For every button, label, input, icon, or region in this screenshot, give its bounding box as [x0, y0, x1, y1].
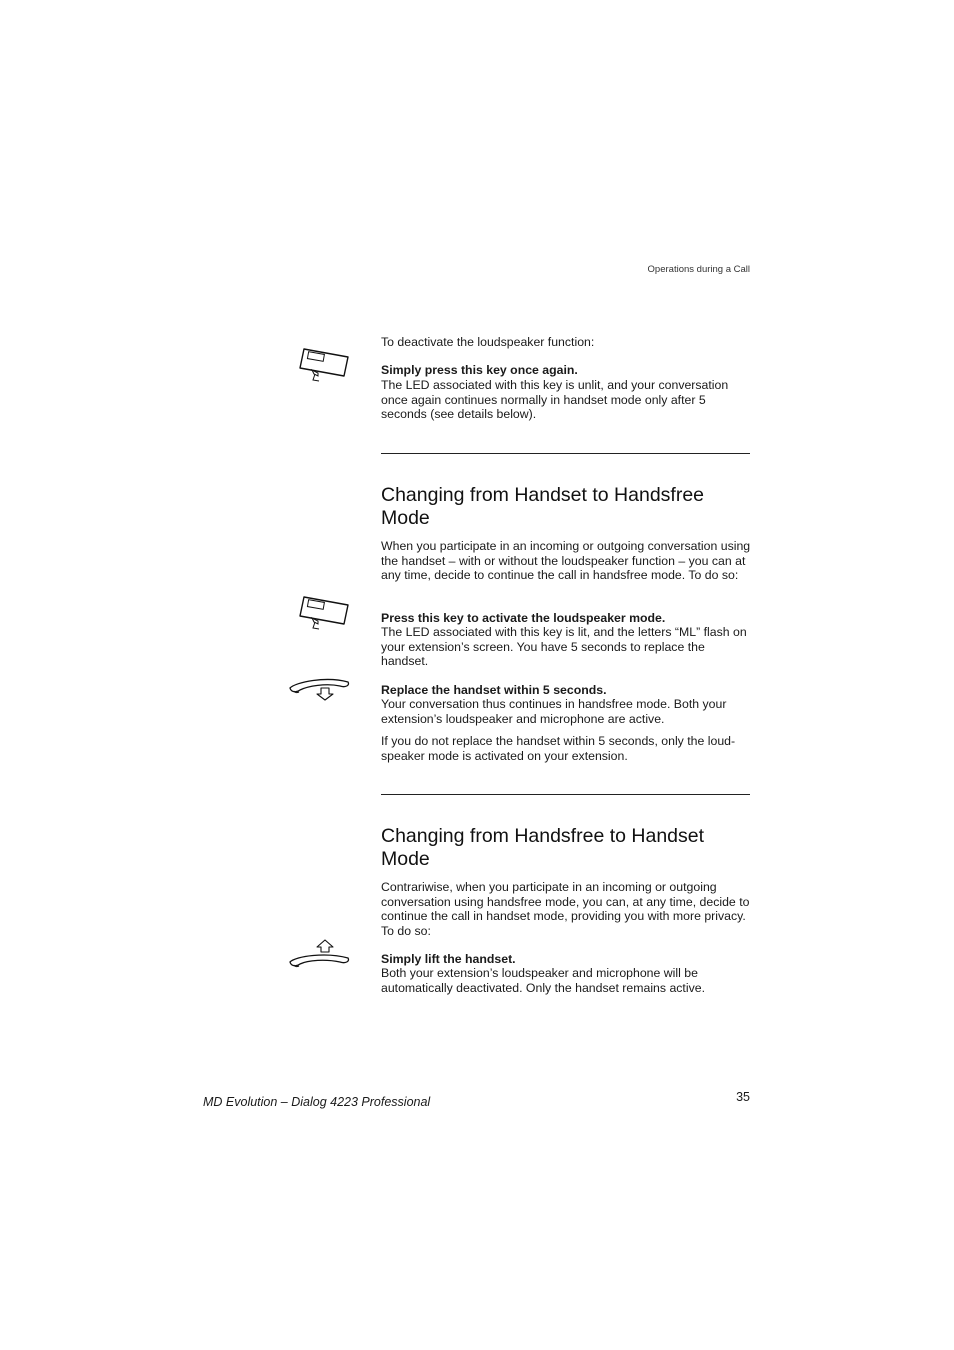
section2-title: Changing from Handsfree to Handset Mode: [381, 825, 705, 870]
footer-product: MD Evolution – Dialog 4223 Professional: [203, 1095, 431, 1109]
page-number: 35: [736, 1090, 750, 1104]
section-divider: [381, 453, 750, 454]
loudspeaker-key-icon: [286, 343, 352, 385]
section1-step2-title: Replace the handset within 5 seconds.: [381, 683, 607, 697]
section2-step-body: Both your extension’s loudspeaker and microphone will be automatically deactivated. Only the handset remains active.: [381, 966, 705, 995]
section1-step1-title: Press this key to activate the loudspeaker mode.: [381, 611, 666, 625]
block1-intro: To deactivate the loudspeaker function:: [381, 335, 595, 349]
section1-step2-body: Your conversation thus continues in handsfree mode. Both your extension’s loudspeaker and microphone are active.: [381, 697, 727, 726]
section1-title: Changing from Handset to Handsfree Mode: [381, 484, 705, 529]
section-divider: [381, 794, 750, 795]
section1-intro: When you participate in an incoming or outgoing conversation using the handset – with or without the loudspeaker function – you can at any time, decide to continue the call in handsfree mode. To do so:: [381, 539, 751, 583]
loudspeaker-key-icon: [286, 591, 352, 633]
section1-note: If you do not replace the handset within 5 seconds, only the loud-speaker mode is activated on your extension.: [381, 734, 736, 763]
handset-replace-icon: [286, 674, 352, 704]
block1-step-title: Simply press this key once again.: [381, 363, 578, 377]
handset-lift-icon: [286, 938, 352, 970]
section1-step1-body: The LED associated with this key is lit, and the letters “ML” flash on your extension’s screen. You have 5 seconds to replace the handset.: [381, 625, 747, 669]
section2-intro: Contrariwise, when you participate in an incoming or outgoing conversation using handsfree mode, you can, at any time, decide to continue the call in handset mode, providing you with more privacy. To do so:: [381, 880, 750, 938]
section2-step-title: Simply lift the handset.: [381, 952, 516, 966]
running-header: Operations during a Call: [647, 264, 750, 275]
block1-step-body: The LED associated with this key is unlit, and your conversation once again continues normally in handset mode only after 5 seconds (see details below).: [381, 378, 729, 422]
